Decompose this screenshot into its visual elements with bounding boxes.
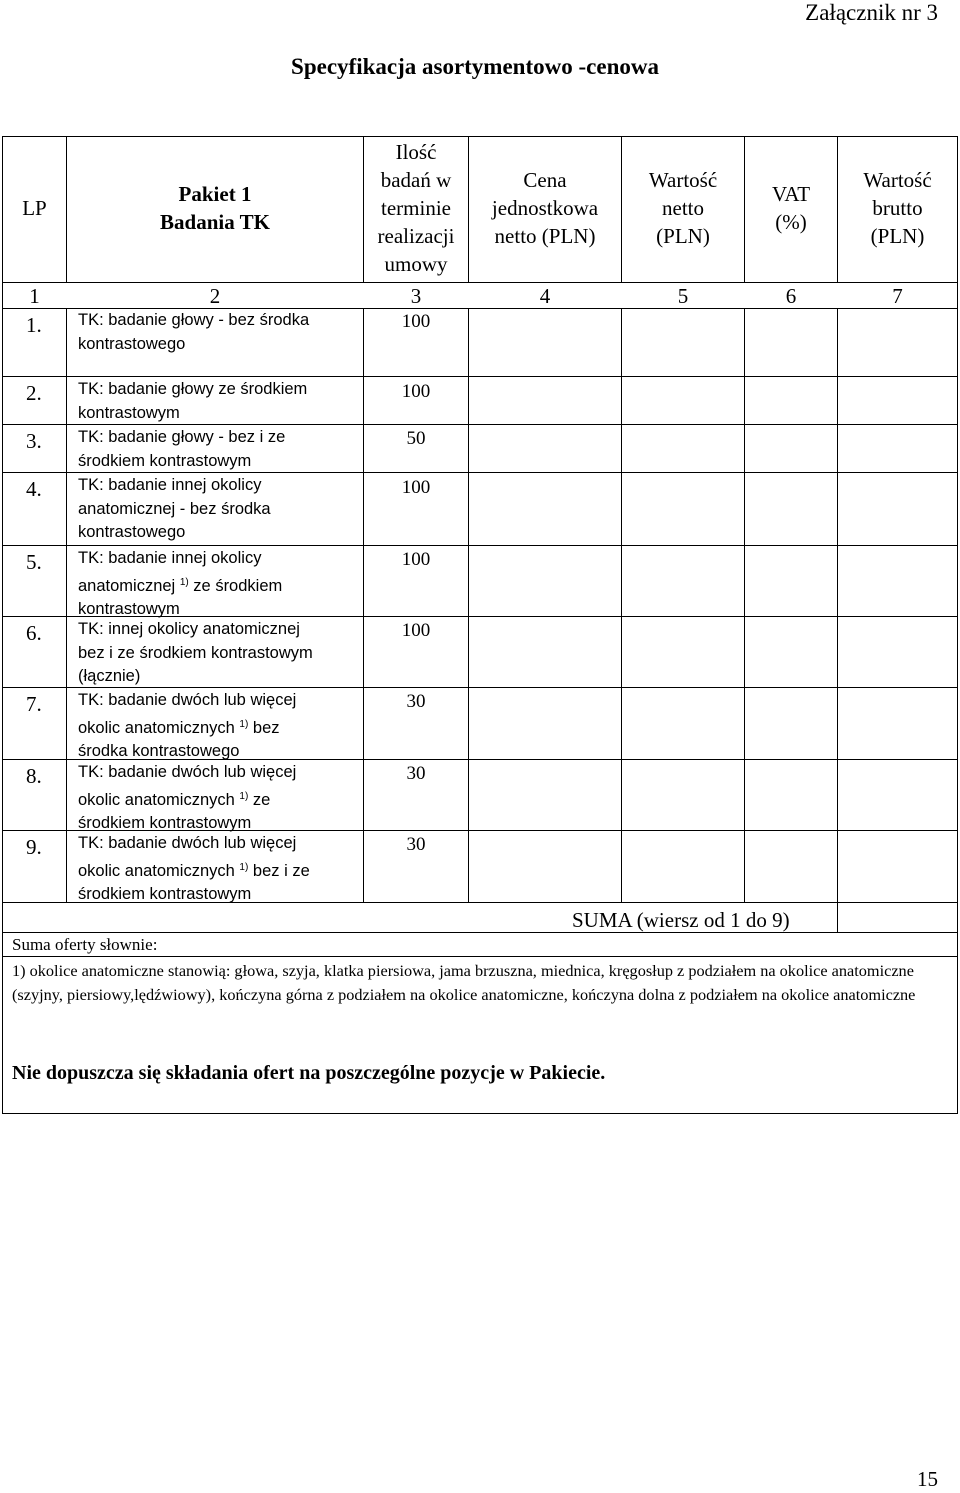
column-number: 4 — [539, 284, 551, 308]
description-line: środkiem kontrastowym — [78, 885, 252, 903]
document-title: Specyfikacja asortymentowo -cenowa — [291, 54, 659, 79]
notice: Nie dopuszcza się składania ofert na poszczególne pozycje w Pakiecie. — [12, 1062, 606, 1084]
column-divider — [837, 136, 838, 282]
column-divider — [363, 136, 364, 282]
row-description — [78, 618, 353, 689]
description-line: TK: badanie dwóch lub więcej — [78, 763, 297, 781]
header-unit-price: Cena jednostkowa netto (PLN) — [491, 168, 599, 248]
description-text: bez — [248, 718, 280, 737]
footnote-ref: 1) — [179, 576, 189, 588]
description-line — [78, 785, 353, 813]
footnote-ref: 1) — [239, 718, 249, 730]
footnote-ref: 1) — [239, 790, 249, 802]
row-description — [78, 309, 353, 356]
header-vat: VAT (%) — [771, 182, 811, 234]
description-line: kontrastowego — [78, 523, 186, 541]
description-line: kontrastowym — [78, 600, 180, 618]
row-number: 9. — [26, 835, 42, 859]
description-line: (łącznie) — [78, 667, 141, 685]
column-divider — [621, 308, 622, 902]
row-description — [78, 378, 353, 425]
row-divider — [2, 956, 958, 957]
row-quantity: 100 — [401, 381, 431, 402]
row-description — [78, 761, 353, 836]
description-text: okolic anatomicznych — [78, 790, 240, 809]
row-quantity: 30 — [406, 763, 426, 784]
row-quantity: 100 — [401, 549, 431, 570]
description-line: anatomicznej - bez środka — [78, 499, 271, 518]
row-number: 4. — [26, 477, 42, 501]
row-quantity: 30 — [406, 691, 426, 712]
description-line: TK: badanie dwóch lub więcej — [78, 691, 297, 709]
column-number: 7 — [892, 284, 903, 308]
description-text: anatomicznej — [78, 576, 180, 595]
column-divider — [744, 308, 745, 902]
description-line: bez i ze środkiem kontrastowym — [78, 643, 313, 662]
footnote: 1) okolice anatomiczne stanowią: głowa, szyja, klatka piersiowa, jama brzuszna, miednica, kręgosłup z podziałem na okolice anatomiczne (szyjny, piersiowy,lędźwiowy), kończyna górna z podziałem na okolice anatomiczne, kończyna dolna z podziałem na okolice anatomiczne — [12, 961, 916, 1004]
description-line: TK: badanie głowy - bez i ze — [78, 428, 286, 446]
row-number: 6. — [26, 621, 42, 645]
header-package: Pakiet 1 Badania TK — [160, 182, 270, 234]
description-line: środkiem kontrastowym — [78, 814, 252, 832]
column-divider — [468, 308, 469, 902]
row-description — [78, 474, 353, 545]
footnote-ref: 1) — [239, 861, 249, 873]
description-line — [78, 713, 353, 741]
column-divider — [66, 308, 67, 902]
row-quantity: 100 — [401, 311, 431, 332]
column-number: 5 — [677, 284, 689, 308]
row-quantity: 30 — [406, 834, 426, 855]
column-number: 2 — [209, 284, 221, 308]
column-number: 1 — [29, 284, 40, 308]
description-text: okolic anatomicznych — [78, 718, 240, 737]
row-number: 1. — [26, 313, 42, 337]
row-quantity: 100 — [401, 477, 431, 498]
page-number: 15 — [917, 1467, 938, 1491]
description-line: TK: badanie głowy - bez środka — [78, 311, 310, 329]
row-number: 7. — [26, 692, 42, 716]
header-gross-value: Wartość brutto (PLN) — [863, 168, 932, 248]
row-quantity: 100 — [401, 620, 431, 641]
row-number: 3. — [26, 429, 42, 453]
description-line: TK: badanie innej okolicy — [78, 549, 262, 567]
column-divider — [468, 136, 469, 282]
row-description — [78, 547, 353, 622]
description-line: TK: badanie innej okolicy — [78, 476, 262, 494]
row-description — [78, 426, 353, 473]
row-divider — [2, 376, 958, 377]
row-quantity: 50 — [406, 428, 426, 449]
description-line: kontrastowego — [78, 334, 186, 353]
description-line: środka kontrastowego — [78, 742, 240, 760]
row-description — [78, 689, 353, 764]
description-line: kontrastowym — [78, 403, 180, 422]
header-net-value: Wartość netto (PLN) — [648, 168, 718, 248]
description-line: TK: badanie dwóch lub więcej — [78, 834, 297, 852]
column-divider — [621, 136, 622, 282]
description-text: bez i ze — [248, 861, 310, 880]
description-line: TK: badanie głowy ze środkiem — [78, 380, 308, 398]
sum-label: SUMA (wiersz od 1 do 9) — [572, 908, 790, 932]
row-number: 5. — [26, 550, 42, 574]
column-number: 6 — [785, 284, 797, 308]
row-number: 8. — [26, 764, 42, 788]
description-line: TK: innej okolicy anatomicznej — [78, 620, 300, 638]
description-line — [78, 571, 353, 599]
description-text: okolic anatomicznych — [78, 861, 240, 880]
column-divider — [66, 136, 67, 282]
description-line: środkiem kontrastowym — [78, 451, 252, 470]
column-divider — [837, 308, 838, 932]
sum-in-words-label: Suma oferty słownie: — [12, 935, 158, 954]
column-divider — [744, 136, 745, 282]
column-number: 3 — [410, 284, 422, 308]
description-text: ze środkiem — [188, 576, 283, 595]
row-description — [78, 832, 353, 907]
header-lp: LP — [22, 196, 47, 220]
annex-label: Załącznik nr 3 — [805, 0, 938, 25]
description-text: ze — [248, 790, 271, 809]
description-line — [78, 856, 353, 884]
row-divider — [2, 932, 958, 933]
row-number: 2. — [26, 381, 42, 405]
row-divider — [2, 545, 958, 546]
header-quantity: Ilość badań w terminie realizacji umowy — [377, 140, 455, 276]
row-divider — [2, 282, 958, 283]
